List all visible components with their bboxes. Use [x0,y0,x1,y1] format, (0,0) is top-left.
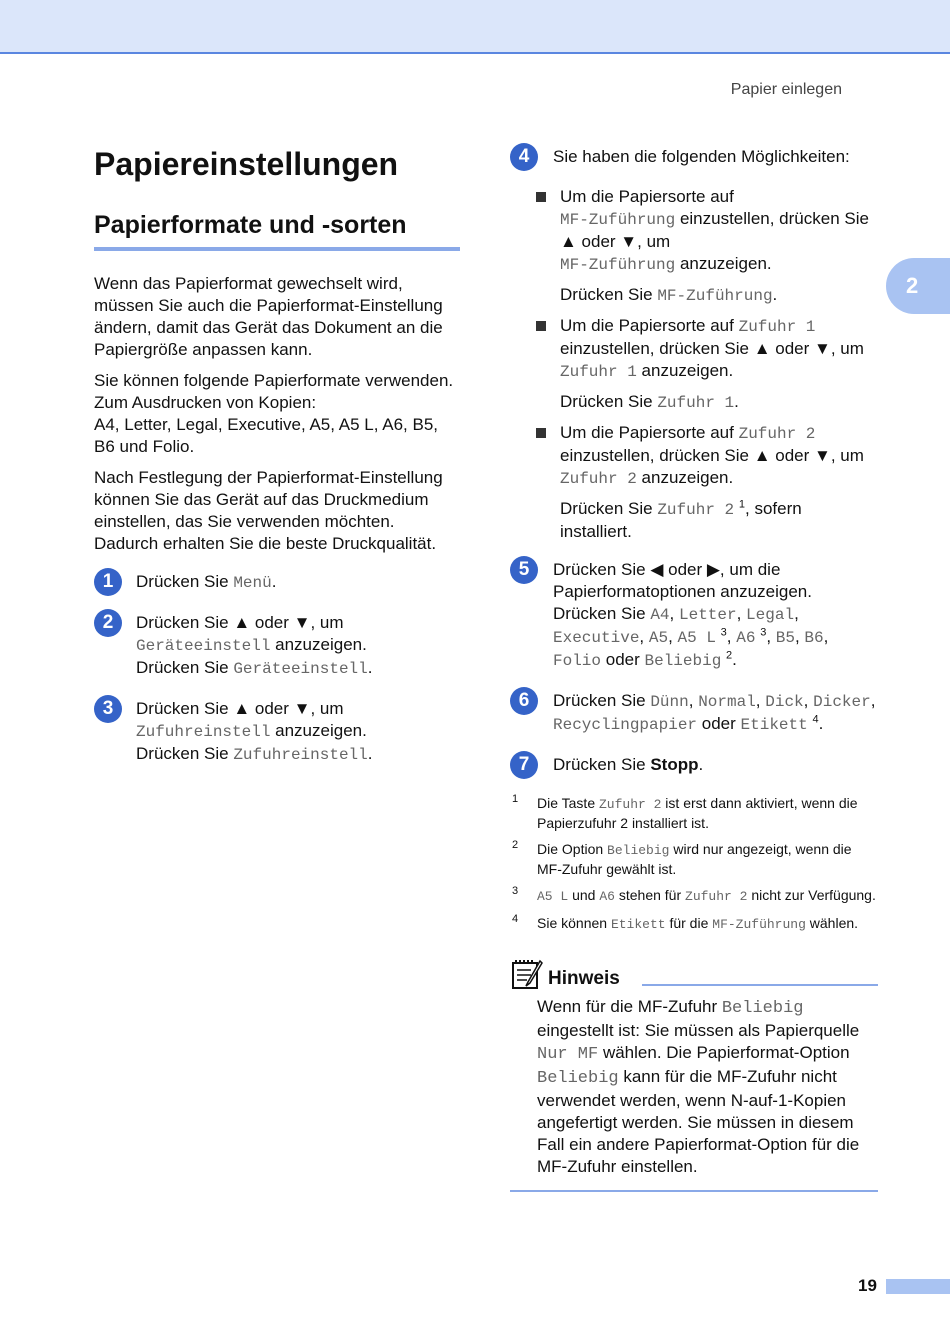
step-number: 6 [510,687,538,715]
step-number: 1 [94,568,122,596]
option-instruction: Drücken Sie Zufuhr 2 $^1$, sofern installiert. [560,498,802,541]
note-bottom-rule [510,1190,878,1192]
header-band [0,0,950,54]
step-1: 1 Drücken Sie Menü. [94,571,460,594]
step-3: 3 Drücken Sie ▲ oder ▼, um Zufuhreinstell anzuzeigen. Drücken Sie Zufuhreinstell. [94,698,460,766]
option-bullet: Um die Papiersorte auf Zufuhr 2 einzustellen, drücken Sie ▲ oder ▼, um Zufuhr 2 anzuzeigen. [534,422,878,490]
step-5: 5 Drücken Sie ◀ oder ▶, um die Papierformatoptionen anzuzeigen. Drücken Sie A4, Letter, Legal, Executive, A5, A5 L $^3$, A6 $^3$, B5, B6, Folio oder Beliebig $^2$. [510,559,878,672]
bullet-square-icon [536,428,546,438]
left-column [94,140,460,784]
option-instruction: Drücken Sie Zufuhr 1. [560,392,739,412]
footnote-3: 3 A5 L und A6 stehen für Zufuhr 2 nicht zur Verfügung. [512,885,876,904]
option-instruction: Drücken Sie MF-Zuführung. [560,285,778,305]
step-6: 6 Drücken Sie Dünn, Normal, Dick, Dicker, Recyclingpapier oder Etikett $^4$. [510,690,878,736]
page-title: Papiereinstellungen [94,146,399,182]
right-column [510,140,878,1192]
footnote-2: 2 Die Option Beliebig wird nur angezeigt, wenn die MF-Zufuhr gewählt ist. [512,839,852,877]
bullet-square-icon [536,321,546,331]
step-4: 4 Sie haben die folgenden Möglichkeiten: [510,146,878,168]
intro-paragraph: Wenn das Papierformat gewechselt wird, müssen Sie auch die Papierformat-Einstellung ändern, damit das Gerät das Dokument an die Papiergröße anpassen kann. [94,274,443,359]
note-text: Wenn für die MF-Zufuhr Beliebig eingestellt ist: Sie müssen als Papierquelle Nur MF wählen. Die Papierformat-Option Beliebig kann für die MF-Zufuhr nicht verwendet werden, wenn N-auf-1-Kopien angefertigt werden. Sie müssen in diesem Fall ein andere Papierformat-Option für die MF-Zufuhr einstellen. [537,997,860,1176]
chapter-tab: 2 [886,258,950,314]
step-number: 3 [94,695,122,723]
note-box [510,956,878,1192]
step-7: 7 Drücken Sie Stopp. [510,754,878,776]
section-subtitle: Papierformate und -sorten [94,210,460,251]
page-number-band [886,1279,950,1294]
step-number: 4 [510,143,538,171]
footnote-1: 1 Die Taste Zufuhr 2 ist erst dann aktiviert, wenn die Papierzufuhr 2 installiert ist. [512,793,858,831]
option-bullet: Um die Papiersorte auf MF-Zuführung einzustellen, drücken Sie ▲ oder ▼, um MF-Zuführung anzuzeigen. [534,186,878,276]
step-number: 5 [510,556,538,584]
step-number: 7 [510,751,538,779]
note-rule [642,984,878,986]
bullet-square-icon [536,192,546,202]
step-2: 2 Drücken Sie ▲ oder ▼, um Geräteeinstell anzuzeigen. Drücken Sie Geräteeinstell. [94,612,460,680]
media-paragraph: Nach Festlegung der Papierformat-Einstellung können Sie das Gerät auf das Druckmedium einstellen, das Sie verwenden möchten. Dadurch erhalten Sie die beste Druckqualität. [94,468,443,553]
notepad-icon [510,958,544,990]
option-bullet: Um die Papiersorte auf Zufuhr 1 einzustellen, drücken Sie ▲ oder ▼, um Zufuhr 1 anzuzeigen. [534,315,878,383]
footnote-4: 4 Sie können Etikett für die MF-Zuführung wählen. [512,913,859,932]
step-number: 2 [94,609,122,637]
page-number: 19 [858,1276,877,1295]
formats-paragraph: Sie können folgende Papierformate verwenden. Zum Ausdrucken von Kopien: A4, Letter, Legal, Executive, A5, A5 L, A6, B5, B6 und Folio. [94,371,454,456]
section-title: Papier einlegen [730,81,842,98]
note-title: Hinweis [548,968,620,989]
